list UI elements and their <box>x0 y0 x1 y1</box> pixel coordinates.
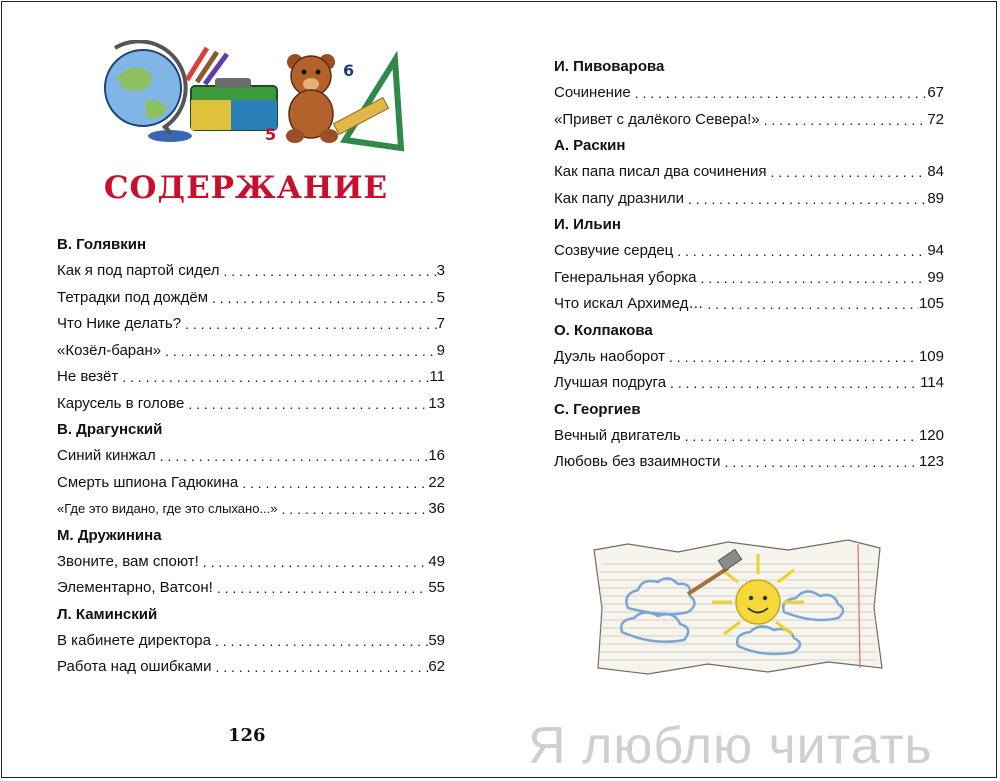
toc-entry <box>57 553 445 571</box>
entry-title: В кабинете директора <box>57 631 211 649</box>
dot-leader <box>721 453 919 471</box>
entry-page: 114 <box>920 374 944 391</box>
entry-page: 99 <box>927 268 944 286</box>
entry-title: Не везёт <box>57 368 119 385</box>
author-group <box>57 606 445 677</box>
author-name: В. Драгунский <box>57 421 163 438</box>
entry-page: 105 <box>918 295 944 312</box>
toc-entry <box>57 262 445 280</box>
entry-title: Работа над ошибками <box>57 658 212 675</box>
entry-title: «Привет с далёкого Севера!» <box>554 110 760 128</box>
school-supplies-illustration <box>95 40 415 160</box>
entry-page: 16 <box>428 447 445 464</box>
author-group <box>554 216 944 313</box>
toc-entry <box>554 242 944 260</box>
dot-leader <box>666 374 920 392</box>
entry-page: 109 <box>918 347 944 365</box>
entry-page: 62 <box>428 658 445 675</box>
entry-title: Сочинение <box>554 84 631 101</box>
entry-title: Любовь без взаимности <box>554 453 721 470</box>
entry-page: 13 <box>428 394 445 412</box>
entry-page: 55 <box>428 579 445 596</box>
entry-page: 36 <box>428 500 445 517</box>
entry-page: 72 <box>927 110 944 128</box>
entry-title: Что искал Архимед… <box>554 295 704 312</box>
toc-entry <box>57 658 445 676</box>
dot-leader <box>219 262 436 280</box>
toc-entry <box>57 447 445 465</box>
entry-page: 11 <box>429 368 445 385</box>
entry-title: Карусель в голове <box>57 394 185 412</box>
dot-leader <box>278 500 429 518</box>
entry-title: Синий кинжал <box>57 447 156 464</box>
dot-leader <box>681 427 919 445</box>
toc-entry <box>57 289 445 307</box>
entry-page: 59 <box>428 631 445 649</box>
entry-page: 5 <box>436 288 445 306</box>
dot-leader <box>118 368 429 386</box>
toc-entry <box>57 500 445 518</box>
entry-page: 7 <box>436 315 445 332</box>
dot-leader <box>760 111 928 129</box>
entry-page: 89 <box>927 189 944 207</box>
entry-page: 67 <box>927 84 944 101</box>
entry-page: 3 <box>436 262 445 279</box>
entry-page: 123 <box>918 453 944 470</box>
toc-entry <box>554 374 944 392</box>
entry-title: Элементарно, Ватсон! <box>57 579 213 596</box>
toc-entry <box>57 632 445 650</box>
author-group <box>57 527 445 598</box>
author-name: О. Колпакова <box>554 321 653 339</box>
entry-title: Смерть шпиона Гадюкина <box>57 473 239 491</box>
entry-title: Дуэль наоборот <box>554 347 666 365</box>
dot-leader <box>156 447 429 465</box>
number-six: 6 <box>343 61 355 80</box>
toc-entry <box>57 395 445 413</box>
toc-entry <box>554 269 944 287</box>
dot-leader <box>161 342 437 360</box>
author-group <box>554 58 944 129</box>
entry-title: Что Нике делать? <box>57 315 182 332</box>
author-name: А. Раскин <box>554 137 626 154</box>
toc-entry <box>554 348 944 366</box>
dot-leader <box>696 269 927 287</box>
dot-leader <box>631 84 928 102</box>
entry-page: 9 <box>436 341 445 359</box>
toc-entry <box>554 111 944 129</box>
author-name: И. Пивоварова <box>554 58 665 75</box>
page-number: 126 <box>228 725 266 746</box>
toc-left-column <box>57 236 445 685</box>
author-name: С. Георгиев <box>554 400 641 418</box>
author-group <box>57 421 445 518</box>
author-name: М. Дружинина <box>57 526 162 544</box>
author-group <box>554 137 944 208</box>
toc-right-column <box>554 58 944 480</box>
page-title: СОДЕРЖАНИЕ <box>103 170 389 206</box>
dot-leader <box>208 289 437 307</box>
dot-leader <box>665 348 919 366</box>
toc-entry <box>57 579 445 597</box>
dot-leader <box>211 632 428 650</box>
author-group <box>554 401 944 472</box>
entry-title: Вечный двигатель <box>554 426 681 444</box>
entry-title: Созвучие сердец <box>554 242 674 259</box>
dot-leader <box>211 658 428 676</box>
entry-page: 84 <box>927 163 944 180</box>
entry-page: 49 <box>428 552 445 570</box>
entry-title: «Где это видано, где это слыхано...» <box>57 501 278 516</box>
toc-entry <box>554 453 944 471</box>
dot-leader <box>181 315 437 333</box>
entry-title: Как папу дразнили <box>554 189 685 207</box>
dot-leader <box>238 474 428 492</box>
globe-icon <box>105 41 192 142</box>
number-five: 5 <box>265 125 277 144</box>
entry-title: Как я под партой сидел <box>57 262 220 279</box>
notebook-drawing-illustration <box>588 528 888 678</box>
teddy-bear-icon <box>286 54 338 143</box>
entry-title: «Козёл-баран» <box>57 341 162 359</box>
entry-title: Как папа писал два сочинения <box>554 163 767 180</box>
toc-entry <box>554 427 944 445</box>
toc-entry <box>554 163 944 181</box>
entry-title: Генеральная уборка <box>554 268 697 286</box>
toc-entry <box>57 315 445 333</box>
entry-page: 22 <box>428 473 445 491</box>
dot-leader <box>184 395 428 413</box>
author-group <box>57 236 445 413</box>
dot-leader <box>199 553 429 571</box>
toc-entry <box>57 474 445 492</box>
author-name: И. Ильин <box>554 216 621 233</box>
dot-leader <box>703 295 919 313</box>
entry-title: Звоните, вам споют! <box>57 552 199 570</box>
dot-leader <box>684 190 927 208</box>
dot-leader <box>213 579 428 597</box>
entry-page: 94 <box>927 242 944 259</box>
toc-entry <box>57 342 445 360</box>
schoolbag-icon <box>191 78 277 130</box>
author-group <box>554 322 944 393</box>
toc-entry <box>554 190 944 208</box>
entry-title: Лучшая подруга <box>554 374 667 391</box>
watermark: Я люблю читать <box>528 717 933 775</box>
entry-title: Тетрадки под дождём <box>57 288 209 306</box>
toc-entry <box>554 295 944 313</box>
author-name: В. Голявкин <box>57 236 147 253</box>
entry-page: 120 <box>918 426 944 444</box>
dot-leader <box>767 163 928 181</box>
toc-entry <box>57 368 445 386</box>
dot-leader <box>673 242 927 260</box>
toc-entry <box>554 84 944 102</box>
author-name: Л. Каминский <box>57 605 158 623</box>
